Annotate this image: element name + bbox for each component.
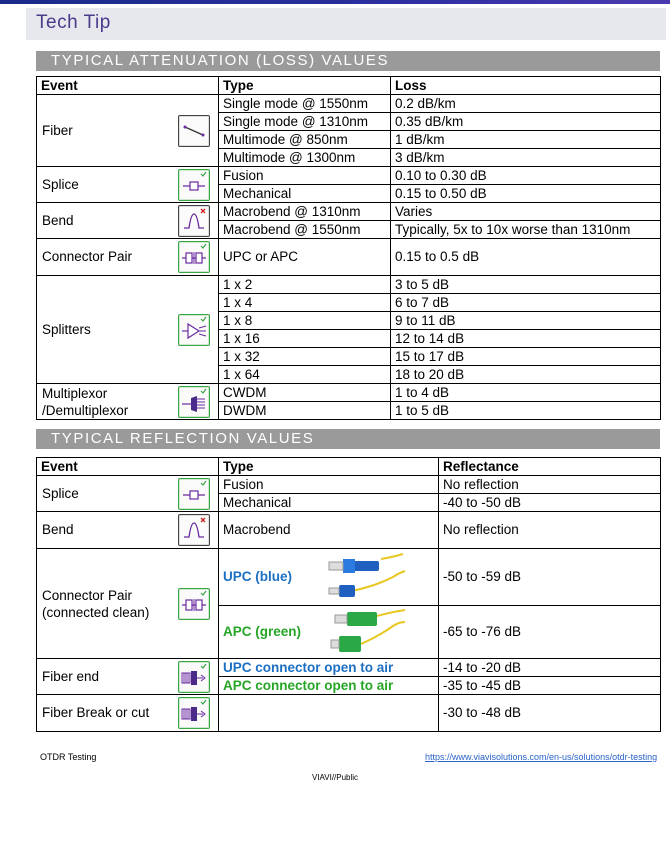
column-header-type: Type [219,77,391,95]
type-cell: CWDM [219,384,391,402]
event-line: (connected clean) [42,604,150,620]
event-connector-pair: Connector Pair [37,239,171,276]
table-row [37,167,661,185]
type-cell [219,695,439,732]
type-cell: 1 x 16 [219,330,391,348]
column-header-type: Type [219,458,439,476]
splice-icon [178,169,210,201]
connector-pair-icon [178,241,210,273]
column-header-loss: Loss [391,77,661,95]
type-cell: 1 x 2 [219,276,391,294]
type-cell: UPC connector open to air [219,659,439,677]
connector-pair-icon [178,588,210,620]
column-header-event: Event [37,77,219,95]
upc-connector-image [323,551,407,603]
type-cell: Macrobend [219,512,439,549]
type-cell: Macrobend @ 1310nm [219,203,391,221]
footer-label: OTDR Testing [40,752,97,762]
multiplexor-icon [178,386,210,418]
type-cell: 1 x 4 [219,294,391,312]
event-line: Multiplexor [42,385,108,401]
reflectance-cell: -14 to -20 dB [439,659,661,677]
table-header-row [37,77,661,95]
event-fiber: Fiber [37,95,171,167]
bend-icon [178,205,210,237]
table-row [37,695,661,732]
loss-cell: 1 to 5 dB [391,402,661,420]
loss-cell: 6 to 7 dB [391,294,661,312]
type-cell-upc [219,549,439,606]
loss-cell: 18 to 20 dB [391,366,661,384]
reflectance-cell: -40 to -50 dB [439,494,661,512]
table-row [37,95,661,113]
column-header-event: Event [37,458,219,476]
table-row [37,549,661,606]
fiber-icon [178,115,210,147]
reflectance-cell: -30 to -48 dB [439,695,661,732]
loss-cell: 0.35 dB/km [391,113,661,131]
upc-label: UPC (blue) [223,569,293,584]
loss-cell: 9 to 11 dB [391,312,661,330]
footer-classification: VIAVI//Public [311,773,359,782]
bend-icon [178,514,210,546]
loss-cell: 0.15 to 0.5 dB [391,239,661,276]
event-fiber-break: Fiber Break or cut [37,695,171,732]
event-line: Connector Pair [42,587,133,603]
reflectance-cell: -50 to -59 dB [439,549,661,606]
footer-link[interactable]: https://www.viavisolutions.com/en-us/solutions/otdr-testing [425,752,658,762]
table-row [37,276,661,294]
type-cell: Multimode @ 1300nm [219,149,391,167]
type-cell: 1 x 8 [219,312,391,330]
splice-icon [178,478,210,510]
apc-connector-image [327,606,407,658]
reflectance-cell: No reflection [439,512,661,549]
type-cell: Fusion [219,167,391,185]
attenuation-section-title: TYPICAL ATTENUATION (LOSS) VALUES [36,51,660,71]
type-cell: Multimode @ 850nm [219,131,391,149]
loss-cell: 3 dB/km [391,149,661,167]
table-row [37,203,661,221]
loss-cell: 12 to 14 dB [391,330,661,348]
event-bend: Bend [37,203,171,239]
event-connector-pair [37,549,171,659]
loss-cell: 3 to 5 dB [391,276,661,294]
event-splitters: Splitters [37,276,171,384]
table-row [37,239,661,276]
title-bar [26,8,666,40]
column-header-reflectance: Reflectance [439,458,661,476]
event-line: /Demultiplexor [42,402,129,418]
type-cell: 1 x 64 [219,366,391,384]
fiber-end-icon [178,661,210,693]
table-row [37,476,661,494]
splitter-icon [178,314,210,346]
attenuation-table [36,76,661,420]
loss-cell: Typically, 5x to 10x worse than 1310nm [391,221,661,239]
type-cell: DWDM [219,402,391,420]
loss-cell: 15 to 17 dB [391,348,661,366]
loss-cell: 1 dB/km [391,131,661,149]
event-multiplexor [37,384,171,420]
type-cell: Single mode @ 1310nm [219,113,391,131]
reflectance-cell: No reflection [439,476,661,494]
type-cell: 1 x 32 [219,348,391,366]
type-cell: Macrobend @ 1550nm [219,221,391,239]
reflectance-cell: -65 to -76 dB [439,606,661,659]
apc-label: APC (green) [223,624,302,639]
type-cell: Mechanical [219,185,391,203]
loss-cell: Varies [391,203,661,221]
type-cell: APC connector open to air [219,677,439,695]
type-cell: Fusion [219,476,439,494]
event-bend: Bend [37,512,171,549]
table-row [37,512,661,549]
reflectance-cell: -35 to -45 dB [439,677,661,695]
type-cell: UPC or APC [219,239,391,276]
loss-cell: 0.10 to 0.30 dB [391,167,661,185]
table-row [37,384,661,402]
page-title: Tech Tip [36,12,111,33]
reflection-table [36,457,661,732]
event-fiber-end: Fiber end [37,659,171,695]
table-row [37,659,661,677]
table-header-row [37,458,661,476]
reflection-section-title: TYPICAL REFLECTION VALUES [36,429,660,449]
type-cell: Single mode @ 1550nm [219,95,391,113]
type-cell: Mechanical [219,494,439,512]
fiber-break-icon [178,697,210,729]
event-splice: Splice [37,167,171,203]
loss-cell: 0.15 to 0.50 dB [391,185,661,203]
loss-cell: 1 to 4 dB [391,384,661,402]
type-cell-apc [219,606,439,659]
loss-cell: 0.2 dB/km [391,95,661,113]
event-splice: Splice [37,476,171,512]
